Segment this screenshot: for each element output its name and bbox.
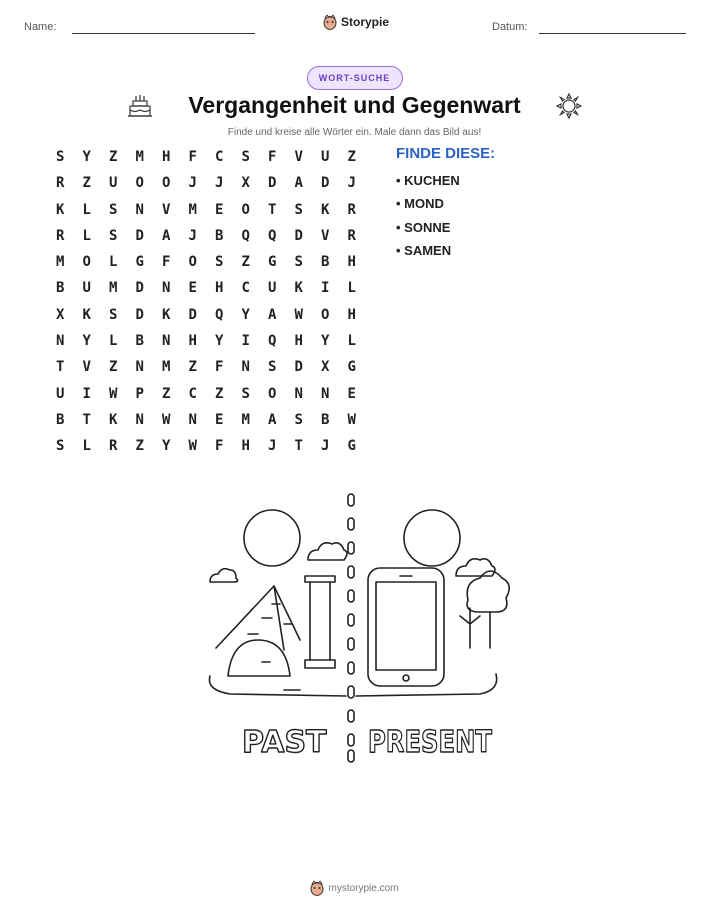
- grid-letter[interactable]: H: [347, 306, 356, 323]
- grid-letter[interactable]: D: [188, 306, 197, 323]
- grid-letter[interactable]: K: [82, 306, 91, 323]
- name-line[interactable]: [72, 33, 255, 34]
- grid-letter[interactable]: X: [56, 306, 65, 323]
- grid-letter[interactable]: D: [135, 280, 144, 297]
- grid-letter[interactable]: W: [188, 438, 197, 455]
- grid-letter[interactable]: N: [56, 333, 65, 350]
- grid-letter[interactable]: S: [294, 411, 303, 428]
- grid-letter[interactable]: U: [109, 175, 118, 192]
- footer-url[interactable]: mystorypie.com: [328, 882, 399, 894]
- grid-letter[interactable]: N: [162, 333, 171, 350]
- grid-letter[interactable]: Q: [215, 306, 224, 323]
- grid-letter[interactable]: M: [135, 149, 144, 165]
- page-title: Vergangenheit und Gegenwart: [188, 92, 521, 118]
- grid-letter[interactable]: L: [109, 254, 118, 271]
- grid-letter[interactable]: Q: [268, 333, 277, 350]
- grid-row: [47, 302, 365, 328]
- grid-row: [47, 249, 365, 275]
- grid-letter[interactable]: Y: [82, 149, 91, 165]
- grid-letter[interactable]: R: [56, 227, 65, 244]
- grid-letter[interactable]: D: [294, 359, 303, 376]
- dome-ruin: [228, 640, 290, 676]
- grid-letter[interactable]: L: [109, 333, 118, 350]
- grid-letter[interactable]: F: [215, 438, 224, 455]
- grid-letter[interactable]: Y: [82, 333, 91, 350]
- grid-letter[interactable]: S: [109, 227, 118, 244]
- grid-letter[interactable]: X: [241, 175, 250, 192]
- grid-letter[interactable]: B: [56, 411, 65, 428]
- grid-letter[interactable]: I: [321, 280, 330, 297]
- grid-letter[interactable]: S: [109, 306, 118, 323]
- grid-letter[interactable]: Z: [109, 149, 118, 165]
- grid-letter[interactable]: J: [347, 175, 356, 192]
- small-tree: [460, 608, 480, 648]
- grid-letter[interactable]: B: [56, 280, 65, 297]
- grid-letter[interactable]: Z: [82, 175, 91, 192]
- grid-row: [47, 144, 365, 170]
- grid-letter[interactable]: W: [162, 411, 171, 428]
- grid-letter[interactable]: L: [347, 280, 356, 297]
- sun-icon: [555, 92, 583, 120]
- tree-crown: [467, 571, 509, 612]
- grid-letter[interactable]: X: [321, 359, 330, 376]
- grid-letter[interactable]: I: [82, 385, 91, 402]
- grid-letter[interactable]: W: [109, 385, 118, 402]
- grid-letter[interactable]: W: [347, 411, 356, 428]
- grid-letter[interactable]: Z: [215, 385, 224, 402]
- present-label: PRESENT: [368, 725, 493, 760]
- grid-letter[interactable]: K: [162, 306, 171, 323]
- grid-letter[interactable]: A: [268, 411, 277, 428]
- grid-letter[interactable]: L: [82, 201, 91, 218]
- grid-letter[interactable]: S: [294, 254, 303, 271]
- grid-letter[interactable]: O: [82, 254, 91, 271]
- grid-letter[interactable]: T: [56, 359, 65, 376]
- grid-letter[interactable]: A: [268, 306, 277, 323]
- grid-letter[interactable]: M: [109, 280, 118, 297]
- grid-letter[interactable]: O: [188, 254, 197, 271]
- grid-row: [47, 223, 365, 249]
- grid-letter[interactable]: L: [347, 333, 356, 350]
- grid-row: [47, 433, 365, 459]
- grid-letter[interactable]: J: [268, 438, 277, 455]
- grid-letter[interactable]: D: [268, 175, 277, 192]
- grid-letter[interactable]: P: [135, 385, 144, 402]
- past-label: PAST: [242, 725, 327, 760]
- grid-letter[interactable]: J: [215, 175, 224, 192]
- grid-letter[interactable]: T: [82, 411, 91, 428]
- column: [310, 582, 330, 660]
- grid-letter[interactable]: H: [188, 333, 197, 350]
- word-list-item: • SAMEN: [396, 243, 452, 258]
- grid-letter[interactable]: Z: [188, 359, 197, 376]
- grid-letter[interactable]: R: [109, 438, 118, 455]
- grid-row: [47, 197, 365, 223]
- name-label: Name:: [24, 21, 57, 33]
- word-list-item: • SONNE: [396, 220, 451, 235]
- grid-letter[interactable]: Q: [268, 227, 277, 244]
- grid-letter[interactable]: C: [241, 280, 250, 297]
- divider-dashes: [348, 494, 354, 762]
- grid-letter[interactable]: O: [241, 201, 250, 218]
- grid-letter[interactable]: K: [321, 201, 330, 218]
- grid-letter[interactable]: T: [294, 438, 303, 455]
- grid-letter[interactable]: E: [215, 411, 224, 428]
- grid-letter[interactable]: N: [294, 385, 303, 402]
- grid-letter[interactable]: F: [268, 149, 277, 165]
- word-list-title: FINDE DIESE:: [396, 145, 496, 162]
- grid-letter[interactable]: N: [135, 359, 144, 376]
- grid-letter[interactable]: N: [162, 280, 171, 297]
- grid-letter[interactable]: G: [347, 359, 356, 376]
- grid-letter[interactable]: B: [321, 411, 330, 428]
- grid-letter[interactable]: J: [321, 438, 330, 455]
- grid-letter[interactable]: J: [188, 175, 197, 192]
- grid-letter[interactable]: M: [188, 201, 197, 218]
- word-list-item: • KUCHEN: [396, 173, 460, 188]
- grid-letter[interactable]: O: [268, 385, 277, 402]
- grid-letter[interactable]: B: [135, 333, 144, 350]
- grid-letter[interactable]: R: [347, 227, 356, 244]
- past-ground: [209, 676, 346, 696]
- grid-letter[interactable]: S: [294, 201, 303, 218]
- grid-letter[interactable]: K: [56, 201, 65, 218]
- footer: [0, 880, 709, 896]
- grid-letter[interactable]: B: [215, 227, 224, 244]
- grid-letter[interactable]: H: [294, 333, 303, 350]
- grid-row: [47, 275, 365, 301]
- grid-letter[interactable]: J: [188, 227, 197, 244]
- present-cloud: [456, 559, 495, 576]
- grid-letter[interactable]: E: [347, 385, 356, 402]
- grid-letter[interactable]: S: [241, 149, 250, 165]
- grid-letter[interactable]: E: [188, 280, 197, 297]
- grid-letter[interactable]: E: [215, 201, 224, 218]
- grid-letter[interactable]: Y: [241, 306, 250, 323]
- grid-row: [47, 170, 365, 196]
- grid-letter[interactable]: A: [162, 227, 171, 244]
- grid-letter[interactable]: M: [241, 411, 250, 428]
- pyramid: [216, 586, 300, 648]
- grid-row: [47, 328, 365, 354]
- past-present-illustration[interactable]: [200, 490, 510, 770]
- grid-letter[interactable]: U: [268, 280, 277, 297]
- grid-letter[interactable]: Z: [162, 385, 171, 402]
- past-cloud-small: [210, 569, 238, 582]
- grid-letter[interactable]: Y: [162, 438, 171, 455]
- grid-letter[interactable]: Y: [215, 333, 224, 350]
- grid-letter[interactable]: N: [135, 201, 144, 218]
- grid-letter[interactable]: G: [347, 438, 356, 455]
- grid-row: [47, 407, 365, 433]
- grid-letter[interactable]: L: [82, 227, 91, 244]
- grid-letter[interactable]: A: [294, 175, 303, 192]
- storypie-mascot-icon: [323, 14, 337, 30]
- instructions: Finde und kreise alle Wörter ein. Male dann das Bild aus!: [227, 127, 482, 138]
- grid-letter[interactable]: H: [347, 254, 356, 271]
- grid-letter[interactable]: Y: [321, 333, 330, 350]
- grid-letter[interactable]: Z: [241, 254, 250, 271]
- brand-logo: [323, 14, 389, 30]
- column-top: [305, 576, 335, 582]
- grid-letter[interactable]: Z: [347, 149, 356, 165]
- grid-letter[interactable]: D: [135, 227, 144, 244]
- grid-letter[interactable]: S: [268, 359, 277, 376]
- grid-letter[interactable]: V: [162, 201, 171, 218]
- grid-letter[interactable]: V: [82, 359, 91, 376]
- grid-letter[interactable]: K: [109, 411, 118, 428]
- grid-letter[interactable]: U: [321, 149, 330, 165]
- grid-letter[interactable]: N: [321, 385, 330, 402]
- grid-letter[interactable]: T: [268, 201, 277, 218]
- grid-letter[interactable]: H: [215, 280, 224, 297]
- grid-row: [47, 354, 365, 380]
- grid-letter[interactable]: Z: [109, 359, 118, 376]
- grid-letter[interactable]: I: [241, 333, 250, 350]
- grid-letter[interactable]: N: [188, 411, 197, 428]
- date-label: Datum:: [492, 21, 528, 33]
- grid-letter[interactable]: S: [215, 254, 224, 271]
- grid-letter[interactable]: S: [241, 385, 250, 402]
- grid-letter[interactable]: D: [135, 306, 144, 323]
- grid-letter[interactable]: G: [135, 254, 144, 271]
- storypie-mascot-icon: [310, 880, 324, 896]
- grid-letter[interactable]: O: [162, 175, 171, 192]
- date-line[interactable]: [539, 33, 686, 34]
- brand-name: Storypie: [341, 15, 390, 29]
- grid-letter[interactable]: D: [294, 227, 303, 244]
- present-sun: [404, 510, 460, 566]
- grid-letter[interactable]: H: [241, 438, 250, 455]
- grid-letter[interactable]: O: [135, 175, 144, 192]
- grid-letter[interactable]: C: [215, 149, 224, 165]
- grid-row: [47, 381, 365, 407]
- grid-letter[interactable]: M: [162, 359, 171, 376]
- grid-letter[interactable]: S: [109, 201, 118, 218]
- grid-letter[interactable]: G: [268, 254, 277, 271]
- grid-letter[interactable]: R: [347, 201, 356, 218]
- grid-letter[interactable]: B: [321, 254, 330, 271]
- grid-letter[interactable]: W: [294, 306, 303, 323]
- grid-letter[interactable]: U: [82, 280, 91, 297]
- grid-letter[interactable]: L: [82, 438, 91, 455]
- grid-letter[interactable]: D: [321, 175, 330, 192]
- grid-letter[interactable]: Z: [135, 438, 144, 455]
- grid-letter[interactable]: N: [135, 411, 144, 428]
- grid-letter[interactable]: U: [56, 385, 65, 402]
- grid-letter[interactable]: V: [321, 227, 330, 244]
- past-cloud: [308, 543, 347, 560]
- grid-letter[interactable]: F: [162, 254, 171, 271]
- grid-letter[interactable]: Q: [241, 227, 250, 244]
- grid-letter[interactable]: S: [56, 149, 65, 165]
- word-search-grid: [47, 144, 365, 460]
- grid-letter[interactable]: C: [188, 385, 197, 402]
- grid-letter[interactable]: S: [56, 438, 65, 455]
- grid-letter[interactable]: F: [188, 149, 197, 165]
- grid-letter[interactable]: N: [241, 359, 250, 376]
- grid-letter[interactable]: F: [215, 359, 224, 376]
- grid-letter[interactable]: H: [162, 149, 171, 165]
- grid-letter[interactable]: R: [56, 175, 65, 192]
- grid-letter[interactable]: M: [56, 254, 65, 271]
- grid-letter[interactable]: K: [294, 280, 303, 297]
- grid-letter[interactable]: O: [321, 306, 330, 323]
- grid-letter[interactable]: V: [294, 149, 303, 165]
- worksheet-type-badge: WORT-SUCHE: [307, 66, 403, 90]
- past-sun: [244, 510, 300, 566]
- smartphone: [368, 568, 444, 686]
- word-list-item: • MOND: [396, 196, 444, 211]
